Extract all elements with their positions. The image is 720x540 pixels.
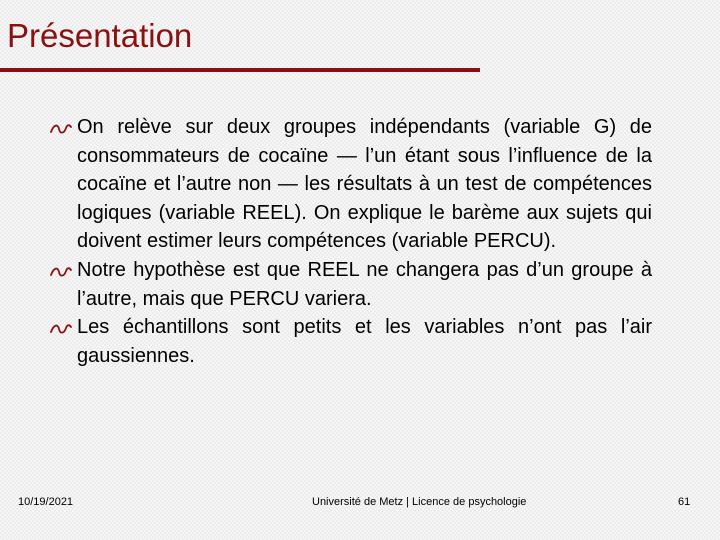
wave-bullet-icon — [50, 123, 76, 135]
bullet-text: Les échantillons sont petits et les variables n’ont pas l’air gaussiennes. — [77, 316, 652, 367]
wave-bullet-icon — [50, 266, 76, 278]
bullet-list — [44, 113, 664, 370]
bullet-item — [44, 113, 652, 256]
title-underline — [0, 68, 480, 72]
bullet-item — [44, 313, 652, 370]
wave-bullet-icon — [50, 323, 76, 335]
bullet-text: On relève sur deux groupes indépendants (variable G) de consommateurs de cocaïne — l’un étant sous l’influence de la cocaïne et l’autre non — les résultats à un test de compétences logiques (variable REEL). On explique le barème aux sujets qui doivent estimer leurs compétences (variable PERCU). — [77, 116, 652, 253]
page-number: 61 — [678, 496, 691, 508]
footer-date: 10/19/2021 — [18, 496, 74, 508]
slide-title: Présentation — [7, 17, 193, 54]
bullet-text: Notre hypothèse est que REEL ne changera pas d’un groupe à l’autre, mais que PERCU variera. — [77, 258, 652, 310]
footer-institution: Université de Metz | Licence de psychologie — [312, 496, 527, 508]
bullet-item — [44, 256, 652, 313]
